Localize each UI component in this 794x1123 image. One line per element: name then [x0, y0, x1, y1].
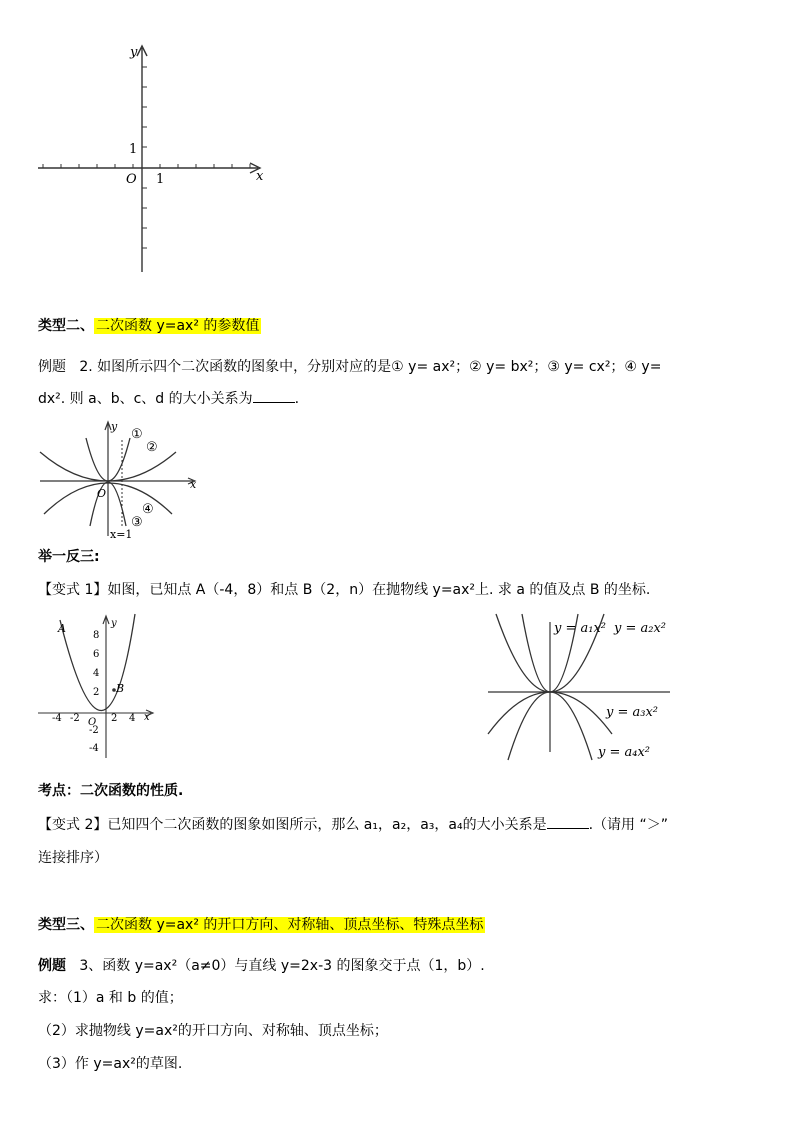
x-tick-label: -2: [70, 713, 80, 724]
example3-line2: 求：（1）a 和 b 的值；: [38, 990, 183, 1006]
x-tick-label: 2: [111, 713, 118, 724]
y-tick-label: -2: [89, 725, 99, 736]
four-parabolas-figure: [38, 418, 200, 542]
curve-label-1: ①: [131, 427, 143, 442]
y-axis-label: y: [111, 618, 117, 629]
line-x-equals-1-label: x=1: [110, 528, 133, 541]
point-b-label: B: [116, 682, 125, 695]
y-tick-label: 2: [93, 687, 100, 698]
heading-prefix: 类型三、: [38, 917, 94, 933]
curve-label-4: ④: [142, 502, 154, 517]
four-parabolas-a-figure: [486, 612, 672, 768]
origin-label: O: [126, 172, 137, 187]
example3-line3: （2）求抛物线 y=ax²的开口方向、对称轴、顶点坐标；: [38, 1023, 388, 1039]
example3-line1: 例题 3、函数 y=ax²（a≠0）与直线 y=2x-3 的图象交于点（1，b）.: [38, 958, 485, 974]
x-tick-label: -4: [52, 713, 62, 724]
coordinate-axes-figure: [30, 40, 280, 280]
example2-line1: 例题 2. 如图所示四个二次函数的图象中，分别对应的是① y= ax²；② y= bx²；③ y= cx²；④ y=: [38, 359, 662, 375]
curve-label-3: ③: [131, 515, 143, 530]
y-unit-label: 1: [129, 142, 138, 157]
practice-heading: 举一反三:: [38, 549, 100, 565]
variant2-line2: 连接排序）: [38, 850, 108, 866]
y-tick-label: 6: [93, 649, 100, 660]
x-tick-label: 4: [129, 713, 136, 724]
example2-line2: dx². 则 a、b、c、d 的大小关系为 .: [38, 391, 300, 407]
x-unit-label: 1: [156, 172, 165, 187]
heading-highlight: 二次函数 y=ax² 的参数值: [96, 318, 260, 334]
origin-label: O: [97, 487, 107, 500]
answer-blank: [547, 816, 589, 829]
origin-label: O: [88, 717, 97, 728]
y-tick-label: 8: [93, 630, 100, 641]
point-a-label: A: [58, 622, 66, 635]
variant1-text: 【变式 1】如图，已知点 A（-4，8）和点 B（2，n）在抛物线 y=ax²上. 求 a 的值及点 B 的坐标.: [38, 582, 651, 598]
heading-prefix: 类型二、: [38, 318, 94, 334]
curve-label-a4: y = a₄x²: [598, 745, 651, 760]
curve-label-2: ②: [146, 440, 158, 455]
y-tick-label: 4: [93, 668, 100, 679]
curve-label-a2: y = a₂x²: [614, 621, 667, 636]
section-heading-type2: [38, 316, 261, 336]
curve-label-a3: y = a₃x²: [606, 705, 659, 720]
y-tick-label: -4: [89, 743, 99, 754]
curve-label-a1: y = a₁x²: [554, 621, 607, 636]
x-axis-label: x: [256, 169, 264, 184]
variant2-line1: 【变式 2】已知四个二次函数的图象如图所示，那么 a₁，a₂，a₃，a₄的大小关系是 .（请用 “＞”: [38, 817, 668, 833]
answer-blank: [253, 390, 295, 403]
y-axis-label: y: [111, 420, 118, 433]
heading-highlight: 二次函数 y=ax² 的开口方向、对称轴、顶点坐标、特殊点坐标: [96, 917, 484, 933]
parabola-ab-figure: [36, 612, 158, 762]
kaodian-line: 考点：二次函数的性质.: [38, 783, 184, 799]
x-axis-label: x: [190, 478, 197, 491]
section-heading-type3: [38, 915, 485, 935]
y-axis-label: y: [130, 45, 138, 60]
x-axis-label: x: [144, 712, 150, 723]
example3-line4: （3）作 y=ax²的草图.: [38, 1056, 183, 1072]
